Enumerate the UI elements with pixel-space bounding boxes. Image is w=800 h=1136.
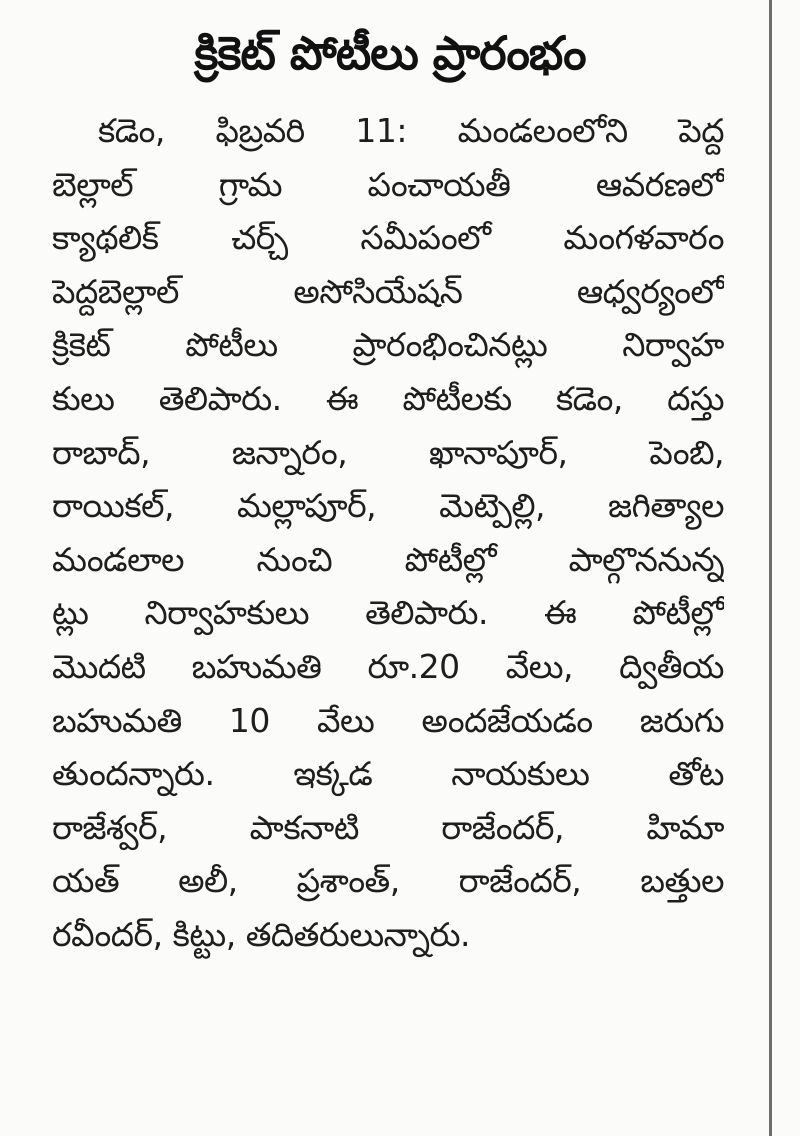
article-line: యత్ అలీ, ప్రశాంత్, రాజేందర్, బత్తుల xyxy=(52,861,724,901)
article-line: రాబాద్, జన్నారం, ఖానాపూర్, పెంబి, xyxy=(52,432,724,472)
article-line: కడెం, ఫిబ్రవరి 11: మండలంలోని పెద్ద xyxy=(98,111,724,150)
article-line: క్యాథలిక్ చర్చ్ సమీపంలో మంగళవారం xyxy=(52,218,724,258)
article-line: క్రికెట్ పోటీలు ప్రారంభించినట్లు నిర్వాహ xyxy=(52,325,724,365)
article-line: బహుమతి 10 వేలు అందజేయడం జరుగు xyxy=(52,700,724,740)
article-line: రవీందర్, కిట్టు, తదితరులున్నారు. xyxy=(52,914,470,954)
article-line: రాజేశ్వర్, పాకనాటి రాజేందర్, హిమా xyxy=(52,807,724,847)
headline: క్రికెట్ పోటీలు ప్రారంభం xyxy=(194,26,586,80)
article-line: ట్లు నిర్వాహకులు తెలిపారు. ఈ పోటీల్లో xyxy=(52,593,724,633)
column-divider xyxy=(769,0,772,1136)
article-line: తుందన్నారు. ఇక్కడ నాయకులు తోట xyxy=(52,754,724,794)
article-line: రాయికల్, మల్లాపూర్, మెట్పెల్లి, జగిత్యాల xyxy=(52,486,724,526)
article-line: కులు తెలిపారు. ఈ పోటీలకు కడెం, దస్తు xyxy=(52,378,724,418)
article-line: బెల్లాల్ గ్రామ పంచాయతీ ఆవరణలో xyxy=(52,164,724,204)
article-body xyxy=(52,104,724,962)
article-line: మండలాల నుంచి పోటీల్లో పాల్గొననున్న xyxy=(52,539,724,579)
article-line: మొదటి బహుమతి రూ.20 వేలు, ద్వితీయ xyxy=(52,646,724,686)
article-line: పెద్దబెల్లాల్ అసోసియేషన్ ఆధ్వర్యంలో xyxy=(52,271,724,311)
